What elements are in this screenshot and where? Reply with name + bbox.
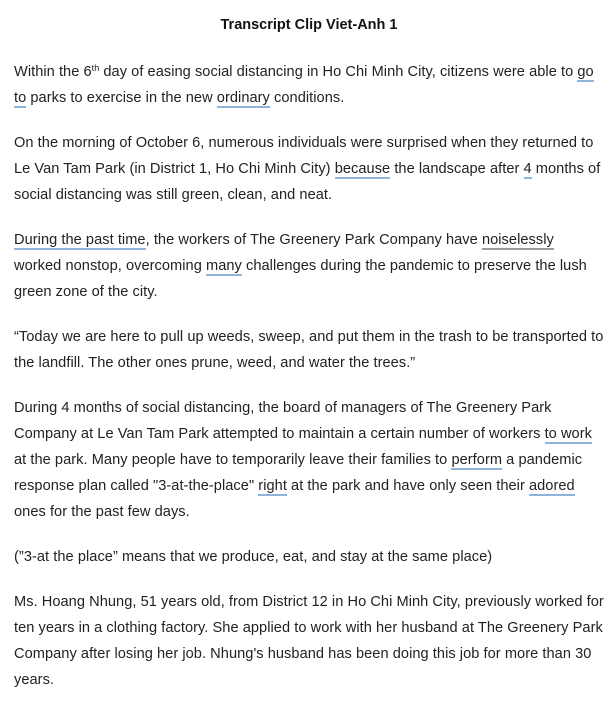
suggestion-underline[interactable]: During the past time bbox=[14, 232, 146, 248]
suggestion-underline[interactable]: because bbox=[334, 161, 391, 177]
text-run: day of easing social distancing in Ho Chi Minh City, citizens were able to bbox=[99, 64, 578, 80]
text-run: a pandemic response plan called "3-at-the-place" bbox=[14, 452, 583, 494]
suggestion-underline[interactable]: right bbox=[258, 478, 287, 494]
paragraph-7: Ms. Hoang Nhung, 51 years old, from District 12 in Ho Chi Minh City, previously worked for ten years in a clothing factory. She applied to work with her husband at The Greenery Park Company after losing her job. Nhung's husband has been doing this job for more than 30 years. bbox=[14, 594, 604, 688]
paragraph-6-note: (”3-at the place” means that we produce, eat, and stay at the same place) bbox=[14, 549, 493, 565]
text-run: ones for the past few days. bbox=[14, 504, 190, 520]
text-run: On the morning of October 6, numerous individuals were surprised when they returned to Le Van Tam Park (in District 1, Ho Chi Minh City) bbox=[14, 135, 594, 177]
suggestion-underline[interactable]: ordinary bbox=[216, 90, 270, 106]
ordinal-superscript: th bbox=[91, 63, 100, 73]
text-run: at the park. Many people have to temporarily leave their families to bbox=[14, 452, 452, 468]
text-run: months of social distancing was still green, clean, and neat. bbox=[14, 161, 601, 203]
suggestion-underline[interactable]: go to bbox=[14, 64, 594, 106]
document-page bbox=[14, 0, 604, 693]
text-run: During 4 months of social distancing, the board of managers of The Greenery Park Company at Le Van Tam Park attempted to maintain a certain number of workers bbox=[14, 400, 552, 442]
text-run: challenges during the pandemic to preserve the lush green zone of the city. bbox=[14, 258, 587, 300]
suggestion-underline[interactable]: perform bbox=[451, 452, 503, 468]
suggestion-underline-gray[interactable]: noiselessly bbox=[481, 232, 554, 248]
suggestion-underline[interactable]: many bbox=[205, 258, 242, 274]
paragraph-2 bbox=[14, 130, 604, 208]
paragraph-5 bbox=[14, 395, 604, 525]
text-run: Within the 6 bbox=[14, 64, 92, 80]
paragraph-1 bbox=[14, 59, 604, 111]
text-run: parks to exercise in the new bbox=[26, 90, 217, 106]
document-title: Transcript Clip Viet-Anh 1 bbox=[220, 17, 398, 33]
text-run: , the workers of The Greenery Park Company have bbox=[145, 232, 482, 248]
text-run: conditions. bbox=[269, 90, 345, 106]
text-run: the landscape after bbox=[390, 161, 524, 177]
text-run: at the park and have only seen their bbox=[286, 478, 529, 494]
suggestion-underline[interactable]: to work bbox=[544, 426, 592, 442]
suggestion-underline[interactable]: 4 bbox=[523, 161, 532, 177]
paragraph-4-quote: “Today we are here to pull up weeds, sweep, and put them in the trash to be transported to the landfill. The other ones prune, weed, and water the trees.” bbox=[14, 329, 604, 371]
suggestion-underline[interactable]: adored bbox=[528, 478, 575, 494]
paragraph-3 bbox=[14, 227, 604, 305]
text-run: worked nonstop, overcoming bbox=[14, 258, 206, 274]
